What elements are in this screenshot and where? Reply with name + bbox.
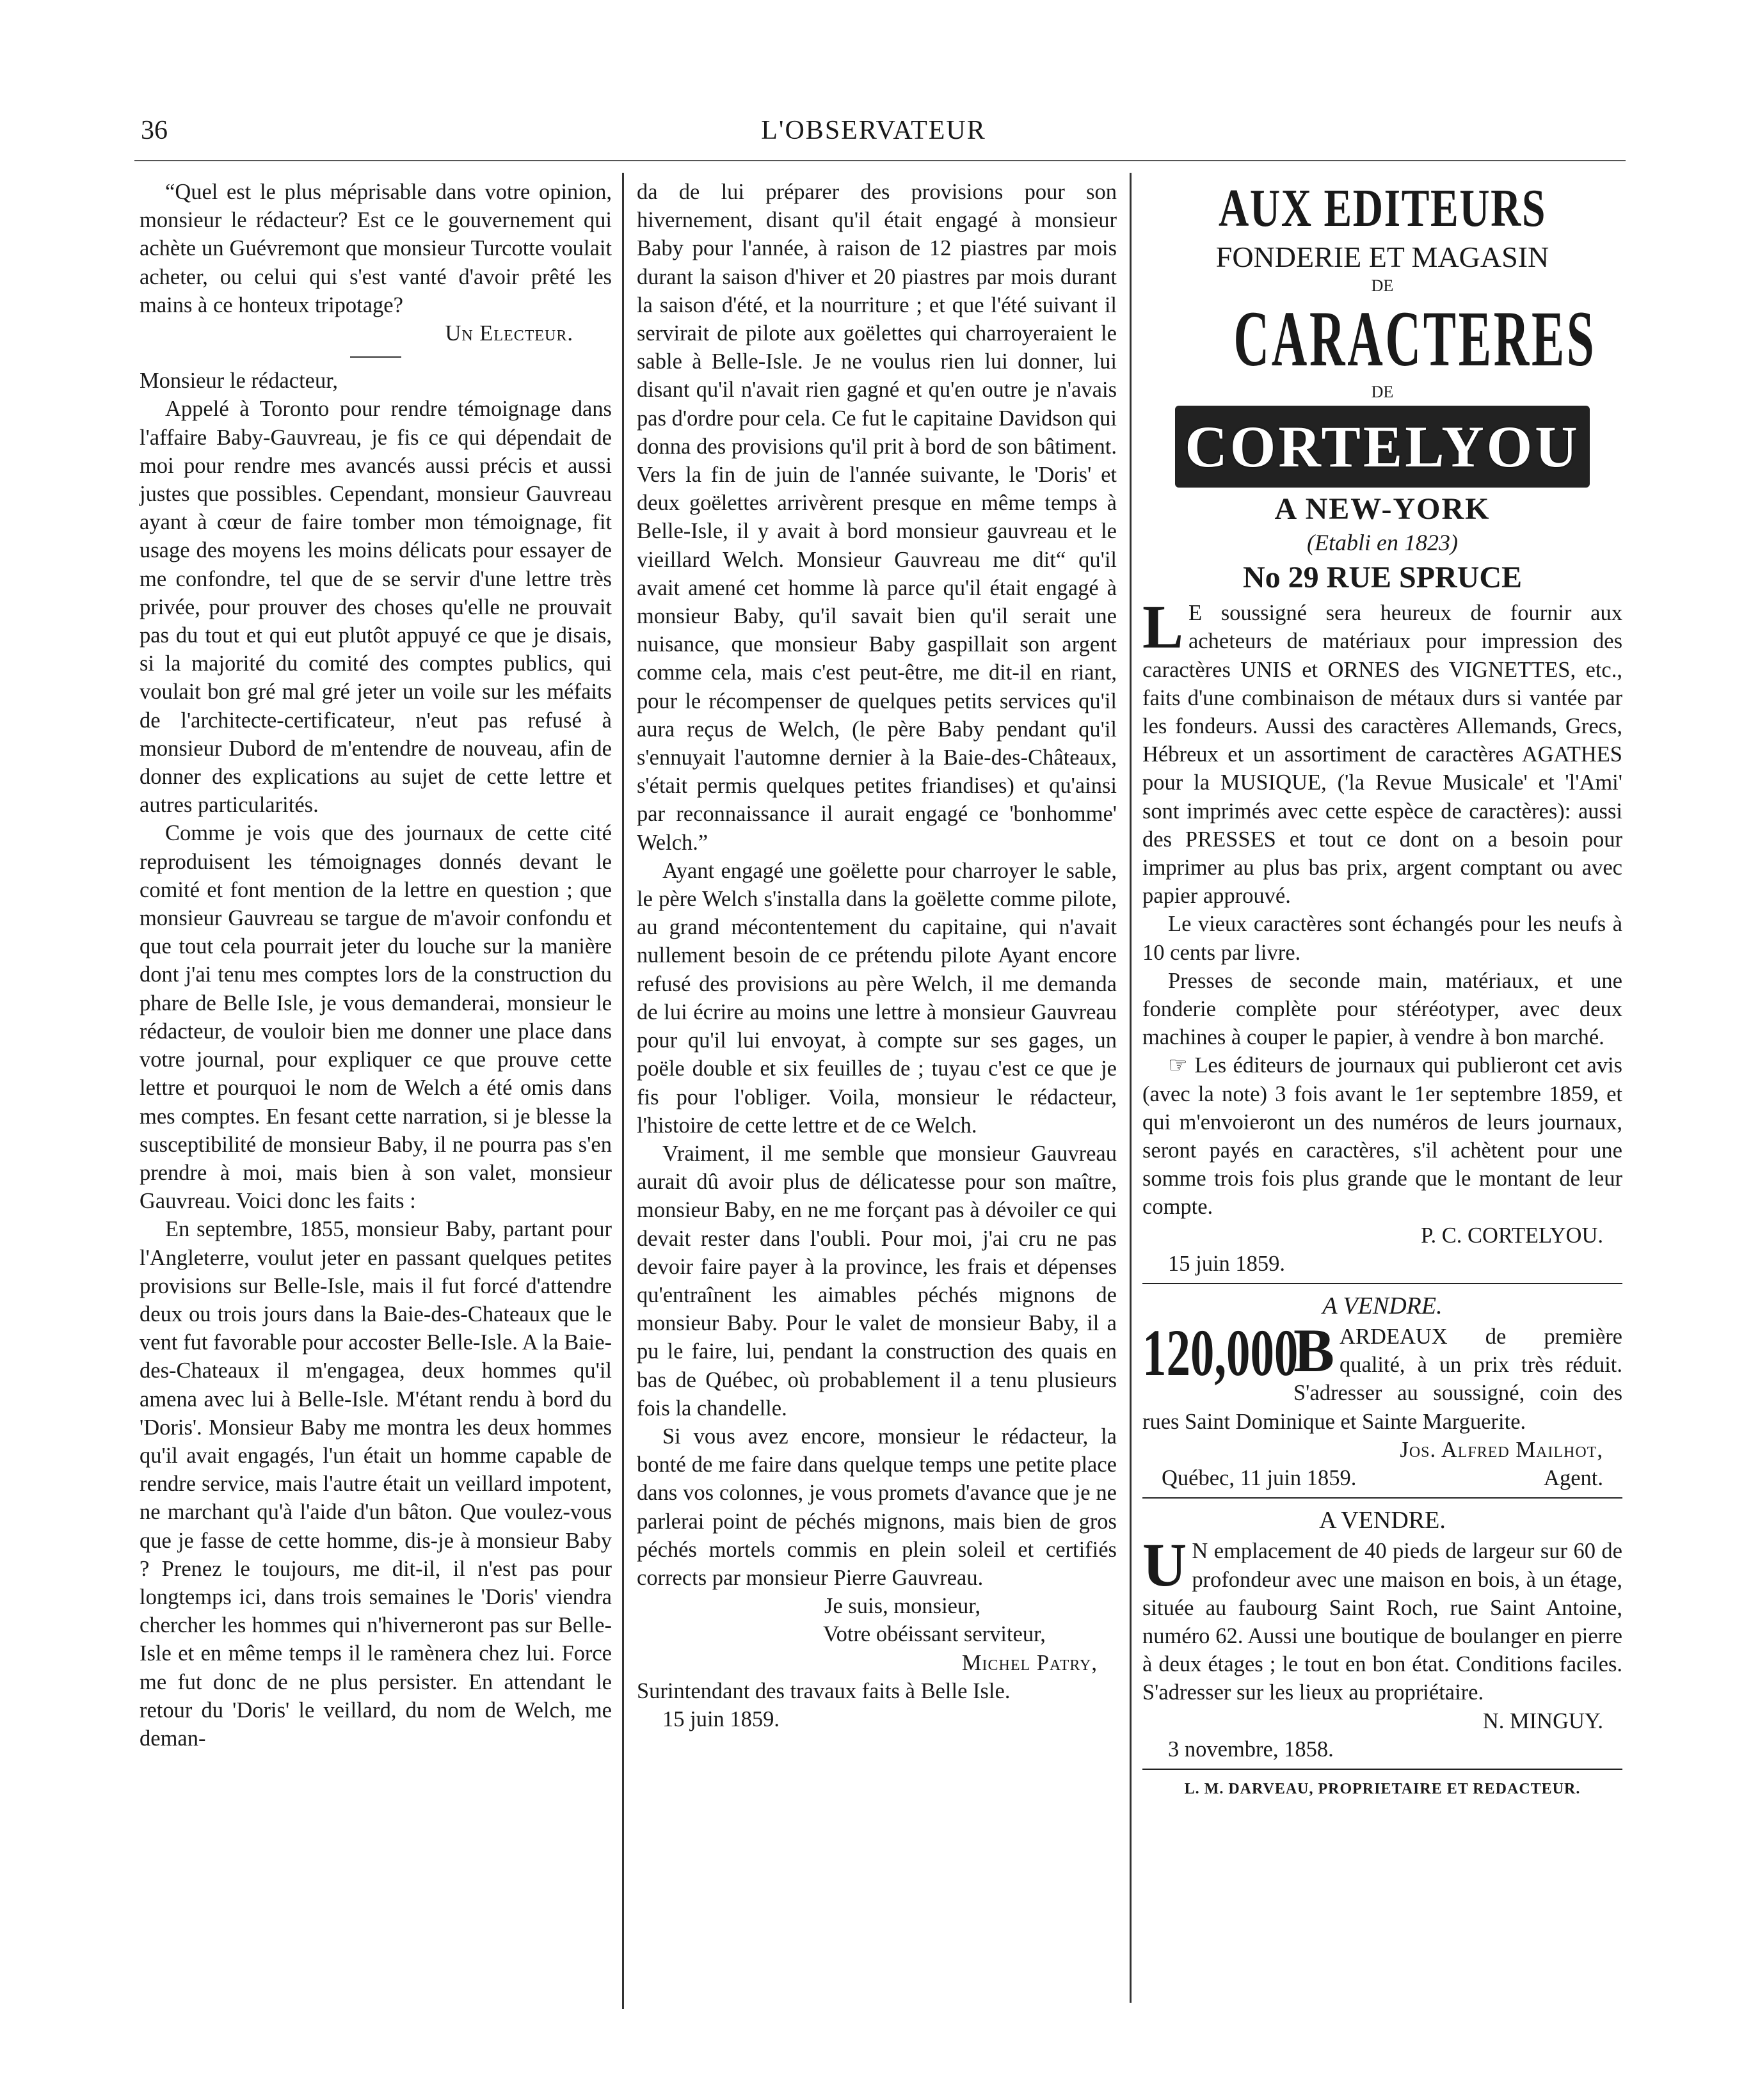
- ad-1-headline: AUX EDITEURS: [1218, 179, 1547, 238]
- ad-2-body: [1142, 1316, 1622, 1436]
- ad-3-body: [1142, 1531, 1622, 1706]
- letter-2-paragraph-1: Appelé à Toronto pour rendre témoignage dans l'affaire Baby-Gauvreau, je fis ce qui dépendait de moi pour rendre mes avancés aussi précis et aussi justes que possibles. Cependant, monsieur Gauvreau ayant à cœur de faire tomber mon témoignage, fit usage des moyens les moins délicats pour essayer de me confondre, tel que de se servir d'une lettre très privée, pour prouver des choses qu'elle ne prouvait pas du tout et qui eut plutôt appuyé ce que je disais, si la majorité du comité des comptes publics, qui voulait bon gré mal gré jeter un voile sur les méfaits de l'architecte-certificateur, n'eut pas refusé à monsieur Dubord de m'entendre de nouveau, afin de donner des explications au sujet de cette lettre et autres particularités.: [140, 397, 612, 818]
- column-1: [140, 178, 612, 1753]
- ad-2-quantity: 120,000: [1142, 1316, 1299, 1390]
- ad-1-paragraph-4: ☞ Les éditeurs de journaux qui publieront cet avis (avec la note) 3 fois avant le 1er septembre 1859, et qui m'envoieront un des numéros de leurs journaux, seront payés en caractères, s'il achètent pour une somme trois fois plus grande que le montant de leur compte.: [1142, 1053, 1622, 1220]
- letter-2-date: 15 juin 1859.: [662, 1706, 780, 1731]
- letter-1-text: “Quel est le plus méprisable dans votre opinion, monsieur le rédacteur? Est ce le gouvernement qui achète un Guévremont que monsieur Turcotte voulait acheter, ou celui qui s'est vanté d'avoir prêté les mains à ce honteux tripotage?: [140, 180, 612, 317]
- ad-2-date: Québec, 11 juin 1859.: [1162, 1466, 1357, 1491]
- ad-3-signature: N. MINGUY.: [1482, 1708, 1603, 1733]
- ad-1-de-2: DE: [1371, 383, 1394, 401]
- ad-divider-3: [1142, 1769, 1622, 1770]
- letter-2-paragraph-6: Si vous avez encore, monsieur le rédacteur, la bonté de me faire dans quelque temps une petite place dans vos colonnes, je vous promets d'avance que je ne parlerai point de péchés mignons, mais bien de gros péchés mortels commis en plein soleil et certifiés corrects par monsieur Pierre Gauvreau.: [637, 1424, 1117, 1590]
- column-3-advertisements: [1142, 178, 1622, 1803]
- ad-1-paragraph-2: Le vieux caractères sont échangés pour les neufs à 10 cents par livre.: [1142, 912, 1622, 965]
- letter-2-signer: Michel Patry,: [961, 1650, 1098, 1675]
- column-divider-1: [622, 173, 624, 2009]
- ad-1-established: (Etabli en 1823): [1307, 530, 1458, 555]
- letter-2-continued: da de lui préparer des provisions pour son hivernement, disant qu'il était engagé à monsieur Baby pour l'année, à raison de 12 piastres par mois durant la saison d'hiver et 20 piastres par mois durant la saison d'été, et la nourriture ; et que l'été suivant il servirait de pilote aux goëlettes qui charroyeraient le sable à Belle-Isle. Je ne voulus rien lui donner, lui disant qu'il n'avait rien gagné et qu'en outre je n'avais pas d'ordre pour cela. Ce fut le capitaine Davidson qui donna des provisions qu'il prit à bord de son bâtiment. Vers la fin de juin de l'année suivante, le 'Doris' et deux goëlettes arrivèrent presque en même temps à Belle-Isle, il y avait à bord monsieur gauvreau et le vieillard Welch. Monsieur Gauvreau me dit“ qu'il avait amené cet homme là parce qu'il était engagé à monsieur Baby, qu'il savait bien qu'il serait une nuisance, que monsieur Baby gaspillait son argent comme cela, mais c'est peut-être, me dit-il en riant, pour le récompenser de quelques petits services qu'il aura reçus de Welch, (le père Baby pendant qu'il s'ennuyait l'automne dernier à la Baie-des-Châteaux, s'était permis quelques petites friandises) et qu'ainsi par reconnaissance il aurait engagé ce 'bonhomme' Welch.”: [637, 180, 1117, 855]
- closing-line-2: Votre obéissant serviteur,: [823, 1622, 1046, 1647]
- ad-2-role: Agent.: [1544, 1466, 1603, 1491]
- column-2: [637, 178, 1117, 1733]
- ad-1-brand-banner: CORTELYOU: [1175, 406, 1590, 488]
- ad-1-date: 15 juin 1859.: [1168, 1251, 1286, 1276]
- ad-3-headline: A VENDRE.: [1319, 1507, 1446, 1534]
- ad-1-paragraph-3: Presses de seconde main, matériaux, et une fonderie complète pour stéréotyper, avec deux machines à couper le papier, à vendre à bon marché.: [1142, 968, 1622, 1050]
- ad-1-paragraph-1-text: E soussigné sera heureux de fournir aux acheteurs de matériaux pour impression des caractères UNIS et ORNES des VIGNETTES, etc., faits d'une combinaison de métaux durs si vantée par les fondeurs. Aussi des caractères Allemands, Grecs, Hébreux et un assortiment de caractères AGATHES pour la MUSIQUE, ('la Revue Musicale' et 'l'Ami' sont imprimés avec cette espèce de caractères): aussi des PRESSES et tout ce dont on a besoin pour imprimer au plus bas prix, argent comptant ou avec papier approuvé.: [1142, 601, 1622, 909]
- ad-2-headline: A VENDRE.: [1322, 1293, 1443, 1320]
- column-divider-2: [1130, 173, 1132, 2003]
- newspaper-title: L'OBSERVATEUR: [761, 116, 986, 145]
- publisher-footer: L. M. DARVEAU, PROPRIETAIRE ET REDACTEUR.: [1184, 1780, 1581, 1797]
- letter-2-paragraph-4: Ayant engagé une goëlette pour charroyer le sable, le père Welch s'installa dans la goëlette comme pilote, au grand mécontentement du capitaine, qui n'avait nullement besoin de ce prétendu pilote Ayant encore refusé des provisions au père Welch, il me demanda de lui écrire au moins une lettre à monsieur Gauvreau pour qu'il lui envoyat, à compte sur ses gages, un poële double et six feuilles de ; tuyau c'est ce que je fis pour l'obliger. Voila, monsieur le rédacteur, l'histoire de cette lettre et de ce Welch.: [637, 858, 1117, 1138]
- divider-rule: [350, 356, 401, 358]
- page-number: 36: [141, 116, 168, 145]
- ad-3-dropcap: U: [1142, 1531, 1187, 1600]
- ad-1-paragraph-1: [1142, 593, 1622, 910]
- ad-3-date: 3 novembre, 1858.: [1168, 1737, 1334, 1762]
- letter-2-paragraph-2: Comme je vois que des journaux de cette cité reproduisent les témoignages donnés devant le comité et font mention de la lettre en question ; que monsieur Gauvreau se targue de m'avoir confondu et que tout cela pourrait jeter du louche sur la manière dont j'ai tenu mes comptes lors de la construction du phare de Belle Isle, je vous demanderai, monsieur le rédacteur, de vouloir bien me donner une place dans votre journal, pour expliquer ce que prouve cette lettre et pourquoi le nom de Welch a été omis dans mes comptes. En fesant cette narration, si je blesse la susceptibilité de monsieur Baby, il ne pourra pas s'en prendre à moi, mais bien à son valet, monsieur Gauvreau. Voici donc les faits :: [140, 821, 612, 1214]
- letter-1-signature: Un Electeur.: [445, 321, 573, 346]
- ad-2-text: ARDEAUX de première qualité, à un prix très réduit. S'adresser au soussigné, coin des rues Saint Dominique et Sainte Marguerite.: [1142, 1324, 1622, 1434]
- ad-1-city: A NEW-YORK: [1274, 492, 1491, 526]
- ad-1-address: No 29 RUE SPRUCE: [1242, 561, 1523, 595]
- ad-3-text: N emplacement de 40 pieds de largeur sur 60 de profondeur avec une maison en bois, à un étage, située au faubourg Saint Roch, rue Saint Antoine, numéro 62. Aussi une boutique de boulanger en pierre à deux étages ; le tout en bon état. Conditions faciles. S'adresser sur les lieux au propriétaire.: [1142, 1539, 1622, 1705]
- signer-title: Surintendant des travaux faits à Belle Isle.: [637, 1678, 1011, 1703]
- ad-2-footer: [1142, 1464, 1622, 1492]
- letter-2-paragraph-3: En septembre, 1855, monsieur Baby, partant pour l'Angleterre, voulut jeter en passant quelques petites provisions sur Belle-Isle, mais il fut forcé d'attendre deux ou trois jours dans la Baie-des-Chateaux que le vent fut favorable pour accoster Belle-Isle. A la Baie-des-Chateaux il m'engagea, deux hommes qu'il amena avec lui à Belle-Isle. M'étant rendu à bord du 'Doris'. Monsieur Baby me montra les deux hommes qu'il avait engagés, l'un était un homme capable de rendre service, mais l'autre était un veillard impotent, ne marchant qu'à l'aide d'un bâton. Que voulez-vous que je fasse de cette homme, dis-je à monsieur Baby ? Prenez le toujours, me dit-il, il n'est pas pour longtemps ici, dans trois semaines le 'Doris' viendra chercher les hommes qui n'hiverneront pas sur Belle-Isle et en même temps il le ramènera chez lui. Force me fut donc de ne plus persister. En attendant le retour du 'Doris' le veillard, du nom de Welch, me deman-: [140, 1217, 612, 1751]
- letter-2-paragraph-5: Vraiment, il me semble que monsieur Gauvreau aurait dû avoir plus de délicatesse pour son maître, monsieur Baby, en ne me forçant pas à dévoiler ce qui devait rester dans l'oubli. Pour moi, j'ai cru ne pas devoir faire payer à la province, les frais et dépenses qu'entraînent les aimables péchés mignons de monsieur Baby. Pour le valet de monsieur Baby, il a pu le faire, lui, pendant la construction des quais en bas de Québec, où probablement il a tenu plusieurs fois la chandelle.: [637, 1141, 1117, 1420]
- ad-1-dropcap: L: [1142, 593, 1184, 662]
- salutation: Monsieur le rédacteur,: [140, 369, 338, 394]
- ad-1-de-1: DE: [1371, 276, 1394, 295]
- header-rule: [134, 160, 1626, 161]
- closing-line-1: Je suis, monsieur,: [824, 1594, 980, 1619]
- ad-1-signature: P. C. CORTELYOU.: [1421, 1223, 1603, 1248]
- ad-2-dropcap: B: [1293, 1316, 1335, 1385]
- ad-divider-2: [1142, 1497, 1622, 1499]
- ad-1-subheadline: FONDERIE ET MAGASIN: [1215, 241, 1549, 273]
- page-header: [128, 115, 1619, 154]
- ad-2-signature: Jos. Alfred Mailhot,: [1400, 1437, 1603, 1462]
- ad-1-main-title: CARACTERES: [1233, 295, 1597, 383]
- ad-divider-1: [1142, 1283, 1622, 1284]
